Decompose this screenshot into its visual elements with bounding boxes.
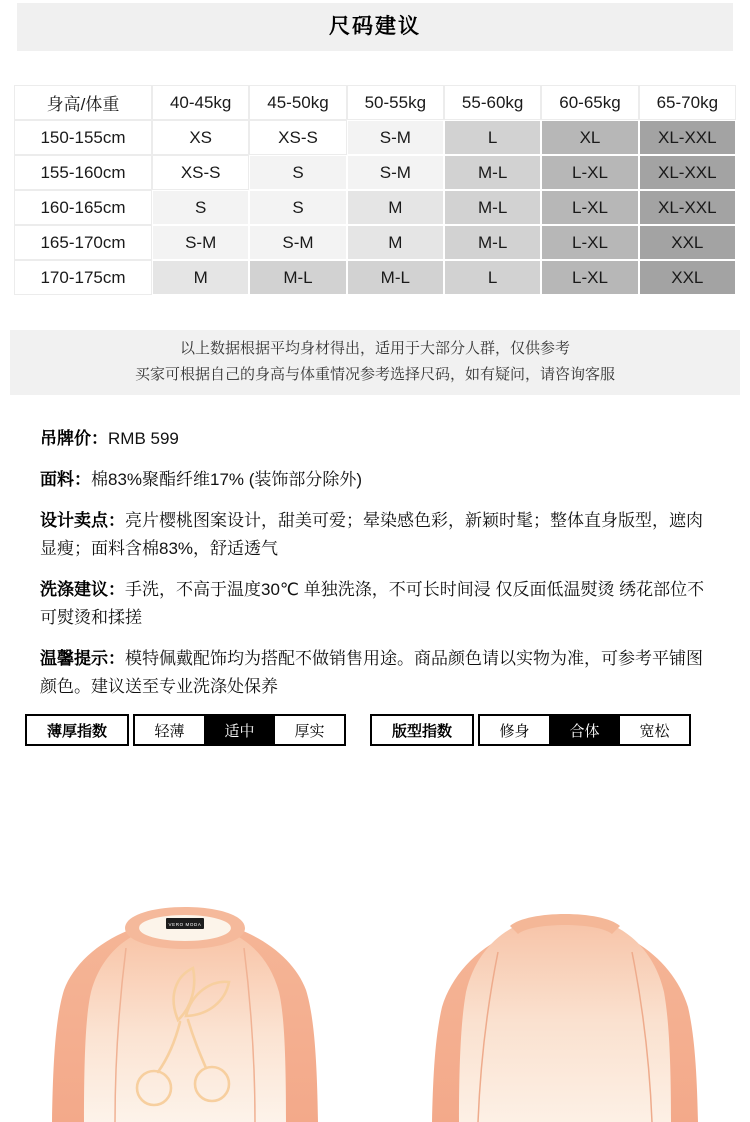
- front-body: [84, 926, 286, 1122]
- product-detail-page: [0, 3, 750, 1122]
- size-cell: XL-XXL: [640, 191, 735, 224]
- row-header-height-range: 165-170cm: [15, 226, 151, 259]
- row-header-height-range: 155-160cm: [15, 156, 151, 189]
- back-body: [459, 919, 671, 1122]
- size-cell: S-M: [348, 121, 443, 154]
- col-header-weight-range: 55-60kg: [445, 86, 540, 119]
- index-label: 薄厚指数: [25, 714, 129, 746]
- product-image-front: [30, 892, 340, 1122]
- size-cell: L: [445, 121, 540, 154]
- index-option: 厚实: [274, 716, 344, 744]
- index-label: 版型指数: [370, 714, 474, 746]
- col-header-weight-range: 60-65kg: [542, 86, 637, 119]
- size-chart-table: [13, 84, 737, 296]
- col-header-weight-range: 45-50kg: [250, 86, 345, 119]
- size-table-row: [15, 226, 735, 259]
- size-cell: M: [348, 191, 443, 224]
- row-header-height-range: 160-165cm: [15, 191, 151, 224]
- sweatshirt-back-illustration: [410, 892, 720, 1122]
- index-options: [478, 714, 691, 746]
- size-cell: M: [153, 261, 248, 294]
- detail-selling-points: [40, 507, 710, 563]
- size-note: [10, 330, 740, 395]
- index-option: 轻薄: [135, 716, 204, 744]
- detail-price-value: RMB 599: [108, 429, 179, 448]
- col-header-weight-range: 40-45kg: [153, 86, 248, 119]
- detail-washing-label: 洗涤建议：: [40, 580, 125, 599]
- detail-selling-points-value: 亮片樱桃图案设计，甜美可爱；晕染感色彩，新颖时髦；整体直身版型，遮肉显瘦；面料含棉83%，舒适透气: [40, 511, 703, 558]
- detail-fabric-label: 面料：: [40, 470, 91, 489]
- size-cell: L-XL: [542, 156, 637, 189]
- size-cell: M-L: [348, 261, 443, 294]
- size-cell: XS-S: [153, 156, 248, 189]
- col-header-weight-range: 65-70kg: [640, 86, 735, 119]
- size-cell: L: [445, 261, 540, 294]
- size-table-row: [15, 156, 735, 189]
- size-cell: S-M: [153, 226, 248, 259]
- size-note-line1: 以上数据根据平均身材得出，适用于大部分人群，仅供参考: [179, 340, 570, 357]
- size-note-line2: 买家可根据自己的身高与体重情况参考选择尺码，如有疑问，请咨询客服: [134, 366, 615, 383]
- product-details: [40, 425, 710, 701]
- index-option: 宽松: [619, 716, 689, 744]
- size-cell: M-L: [445, 191, 540, 224]
- detail-price: [40, 425, 710, 453]
- size-cell: XL-XXL: [640, 121, 735, 154]
- size-cell: L-XL: [542, 226, 637, 259]
- size-cell: XXL: [640, 226, 735, 259]
- detail-fabric: [40, 466, 710, 494]
- index-bars: [25, 714, 750, 746]
- size-cell: M-L: [445, 226, 540, 259]
- size-cell: XS-S: [250, 121, 345, 154]
- detail-price-label: 吊牌价：: [40, 429, 108, 448]
- size-table-header-row: [15, 86, 735, 119]
- detail-tips-value: 模特佩戴配饰均为搭配不做销售用途。商品颜色请以实物为准，可参考平铺图颜色。建议送至专业洗涤处保养: [40, 649, 703, 696]
- size-table-row: [15, 191, 735, 224]
- col-header-height-weight: 身高/体重: [15, 86, 151, 119]
- size-cell: XL: [542, 121, 637, 154]
- size-cell: M-L: [445, 156, 540, 189]
- size-table-row: [15, 261, 735, 294]
- size-cell: L-XL: [542, 261, 637, 294]
- size-cell: XS: [153, 121, 248, 154]
- size-cell: S: [250, 156, 345, 189]
- thickness-index-bar: [25, 714, 346, 746]
- product-images: [0, 892, 750, 1122]
- detail-fabric-value: 棉83%聚酯纤维17% (装饰部分除外): [91, 470, 363, 489]
- size-cell: S: [250, 191, 345, 224]
- detail-tips-label: 温馨提示：: [40, 649, 125, 668]
- detail-tips: [40, 645, 710, 701]
- row-header-height-range: 150-155cm: [15, 121, 151, 154]
- sweatshirt-front-illustration: [30, 892, 340, 1122]
- detail-washing-value: 手洗，不高于温度30℃ 单独洗涤，不可长时间浸 仅反面低温熨烫 绣花部位不可熨烫和揉搓: [40, 580, 705, 627]
- index-option-selected: 合体: [549, 716, 619, 744]
- index-option-selected: 适中: [204, 716, 274, 744]
- fit-index-bar: [370, 714, 691, 746]
- size-cell: S-M: [348, 156, 443, 189]
- row-header-height-range: 170-175cm: [15, 261, 151, 294]
- size-guide-title: 尺码建议: [17, 3, 733, 51]
- size-table-row: [15, 121, 735, 154]
- size-cell: XXL: [640, 261, 735, 294]
- size-cell: XL-XXL: [640, 156, 735, 189]
- detail-washing: [40, 576, 710, 632]
- detail-selling-points-label: 设计卖点：: [40, 511, 125, 530]
- index-options: [133, 714, 346, 746]
- col-header-weight-range: 50-55kg: [348, 86, 443, 119]
- brand-neck-label-text: VERO MODA: [168, 922, 202, 927]
- size-cell: S-M: [250, 226, 345, 259]
- size-cell: L-XL: [542, 191, 637, 224]
- size-cell: M: [348, 226, 443, 259]
- product-image-back: [410, 892, 720, 1122]
- index-option: 修身: [480, 716, 549, 744]
- size-cell: S: [153, 191, 248, 224]
- size-cell: M-L: [250, 261, 345, 294]
